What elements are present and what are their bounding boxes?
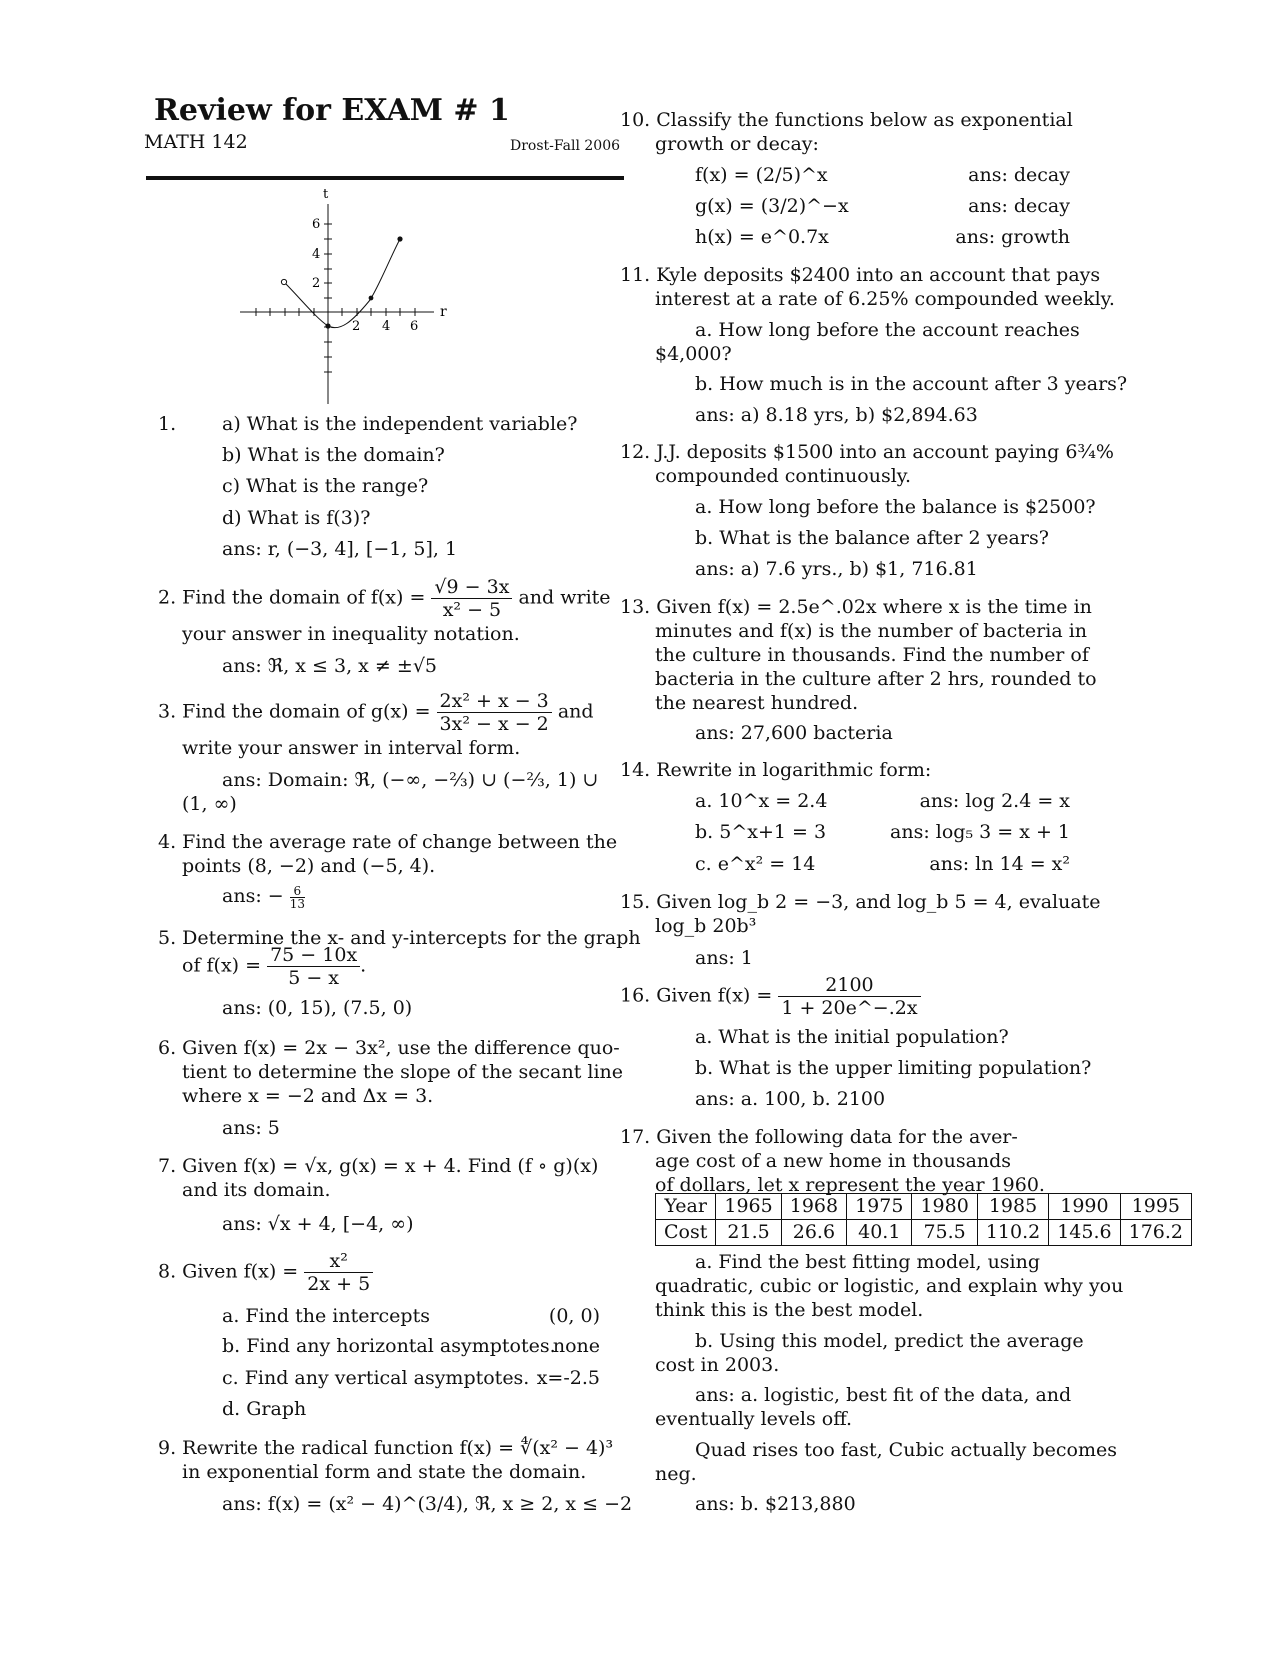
q6-line1: 6. Given f(x) = 2x − 3x², use the difference quo-	[158, 1037, 620, 1059]
q4-answer	[222, 884, 305, 910]
header-rule	[146, 176, 624, 180]
q17-line2: age cost of a new home in thousands	[655, 1150, 1012, 1172]
q2-line1	[158, 576, 611, 621]
q17-part-b-2: cost in 2003.	[655, 1354, 780, 1376]
q17-part-a-2: quadratic, cubic or logistic, and explain why you	[655, 1275, 1124, 1297]
x-tick-2: 2	[352, 319, 361, 334]
table-row-cost	[656, 1220, 1192, 1246]
q5-fraction	[267, 944, 360, 989]
q17-answer-1: ans: a. logistic, best fit of the data, and	[695, 1384, 1072, 1406]
t-axis-label: t	[323, 187, 329, 202]
q13-line3: the culture in thousands. Find the number of	[655, 644, 1089, 666]
q8-part-b-answer: none	[552, 1335, 600, 1357]
table-cell: 26.6	[781, 1220, 846, 1246]
q16-text-pre: 16. Given f(x) =	[620, 984, 773, 1007]
q15-line2: log_b 20b³	[655, 915, 757, 937]
table-header-cost: Cost	[656, 1220, 716, 1246]
q17-line3: of dollars, let x represent the year 1960.	[655, 1174, 1045, 1196]
q8-part-a-answer: (0, 0)	[548, 1305, 600, 1327]
q10-h-answer: ans: growth	[955, 226, 1070, 248]
q7-line2: and its domain.	[182, 1179, 331, 1201]
y-tick-6: 6	[312, 217, 321, 232]
x-tick-6: 6	[410, 319, 419, 334]
q17-answer-4: neg.	[655, 1463, 697, 1485]
q3-line1	[158, 690, 594, 735]
q3-numerator: 2x² + x − 3	[437, 690, 552, 713]
q1-number: 1.	[158, 413, 177, 435]
q10-g-answer: ans: decay	[968, 195, 1070, 217]
table-cell: 1985	[977, 1194, 1048, 1220]
q8-part-b: b. Find any horizontal asymptotes.	[222, 1335, 556, 1357]
q3-answer-1: ans: Domain: ℜ, (−∞, −⅔) ∪ (−⅔, 1) ∪	[222, 769, 599, 791]
q9-line2: in exponential form and state the domain.	[182, 1461, 587, 1483]
y-tick-4: 4	[312, 247, 321, 262]
q8-text-pre: 8. Given f(x) =	[158, 1260, 299, 1283]
q17-part-a-1: a. Find the best fitting model, using	[695, 1251, 1041, 1273]
q9-line1: 9. Rewrite the radical function f(x) = ∜(x² − 4)³	[158, 1437, 614, 1459]
q4-line2: points (8, −2) and (−5, 4).	[182, 855, 436, 877]
q2-numerator: √9 − 3x	[431, 576, 512, 599]
q12-line2: compounded continuously.	[655, 465, 912, 487]
page-title: Review for EXAM # 1	[154, 93, 510, 128]
q6-line3: where x = −2 and Δx = 3.	[182, 1085, 434, 1107]
table-cell: 75.5	[912, 1220, 977, 1246]
q11-part-a-2: $4,000?	[655, 343, 732, 365]
q4-line1: 4. Find the average rate of change between the	[158, 831, 618, 853]
q7-line1: 7. Given f(x) = √x, g(x) = x + 4. Find (f ∘ g)(x)	[158, 1155, 599, 1177]
q10-h: h(x) = e^0.7x	[695, 226, 829, 248]
q16-numerator: 2100	[778, 974, 920, 997]
q8-fraction	[304, 1250, 373, 1295]
q9-answer: ans: f(x) = (x² − 4)^(3/4), ℜ, x ≥ 2, x ≤ −2	[222, 1493, 633, 1515]
q2-answer: ans: ℜ, x ≤ 3, x ≠ ±√5	[222, 655, 438, 677]
q14-part-b: b. 5^x+1 = 3	[695, 821, 827, 843]
open-endpoint	[281, 279, 286, 284]
q13-line5: the nearest hundred.	[655, 692, 859, 714]
q1-part-c: c) What is the range?	[222, 475, 429, 497]
q16-denominator: 1 + 20e^−.2x	[781, 997, 918, 1019]
q16-answer: ans: a. 100, b. 2100	[695, 1088, 886, 1110]
q17-part-a-3: think this is the best model.	[655, 1299, 924, 1321]
q17-answer-2: eventually levels off.	[655, 1408, 853, 1430]
q8-part-a: a. Find the intercepts	[222, 1305, 430, 1327]
q3-fraction	[437, 690, 552, 735]
table-cell: 1995	[1120, 1194, 1191, 1220]
q10-line1: 10. Classify the functions below as exponential	[620, 109, 1073, 131]
q8-part-c-answer: x=-2.5	[536, 1367, 600, 1389]
table-row-year	[656, 1194, 1192, 1220]
q2-text-post: and write	[518, 586, 611, 609]
q17-part-b-1: b. Using this model, predict the average	[695, 1330, 1084, 1352]
q14-part-b-answer: ans: log₅ 3 = x + 1	[890, 821, 1070, 843]
q5-denominator: 5 − x	[288, 967, 340, 989]
point-origin	[325, 323, 330, 328]
q3-text-post: and	[557, 700, 594, 723]
q13-line2: minutes and f(x) is the number of bacteria in	[655, 620, 1088, 642]
q2-denominator: x² − 5	[442, 599, 502, 621]
q2-fraction	[431, 576, 512, 621]
q8-part-c: c. Find any vertical asymptotes.	[222, 1367, 530, 1389]
q11-part-a-1: a. How long before the account reaches	[695, 319, 1080, 341]
r-axis-label: r	[440, 304, 447, 320]
q4-answer-num: 6	[290, 885, 305, 898]
q6-answer: ans: 5	[222, 1117, 280, 1139]
q3-text-pre: 3. Find the domain of g(x) =	[158, 700, 431, 723]
q1-part-b: b) What is the domain?	[222, 444, 445, 466]
q15-line1: 15. Given log_b 2 = −3, and log_b 5 = 4, evaluate	[620, 891, 1101, 913]
q11-line1: 11. Kyle deposits $2400 into an account that pays	[620, 264, 1101, 286]
q14-line1: 14. Rewrite in logarithmic form:	[620, 759, 932, 781]
q16-line1	[620, 974, 921, 1019]
q8-numerator: x²	[304, 1250, 373, 1273]
q16-part-b: b. What is the upper limiting population?	[695, 1057, 1092, 1079]
course-label: MATH 142	[144, 131, 248, 153]
q15-answer: ans: 1	[695, 947, 753, 969]
q5-text-pre: of f(x) =	[182, 954, 262, 977]
q2-line2: your answer in inequality notation.	[182, 623, 520, 645]
x-tick-4: 4	[382, 319, 391, 334]
q10-f-answer: ans: decay	[968, 164, 1070, 186]
table-cell: 110.2	[977, 1220, 1048, 1246]
q3-line2: write your answer in interval form.	[182, 737, 521, 759]
q10-line2: growth or decay:	[655, 133, 819, 155]
q4-answer-fraction	[290, 885, 305, 910]
q12-part-a: a. How long before the balance is $2500?	[695, 496, 1096, 518]
q5-text-post: .	[360, 954, 367, 977]
q5-answer: ans: (0, 15), (7.5, 0)	[222, 997, 413, 1019]
q14-part-a: a. 10^x = 2.4	[695, 790, 828, 812]
q8-part-d: d. Graph	[222, 1398, 307, 1420]
term-label: Drost-Fall 2006	[510, 138, 621, 154]
q8-denominator: 2x + 5	[307, 1273, 371, 1295]
q14-part-c: c. e^x² = 14	[695, 853, 816, 875]
q5-line1: 5. Determine the x- and y-intercepts for the graph	[158, 927, 641, 949]
q4-answer-den: 13	[289, 896, 306, 911]
table-header-year: Year	[656, 1194, 716, 1220]
q14-part-a-answer: ans: log 2.4 = x	[919, 790, 1070, 812]
table-cell: 1975	[847, 1194, 912, 1220]
q10-g: g(x) = (3/2)^−x	[695, 195, 849, 217]
q16-part-a: a. What is the initial population?	[695, 1026, 1009, 1048]
q17-answer-3: Quad rises too fast, Cubic actually becomes	[695, 1439, 1117, 1461]
q12-part-b: b. What is the balance after 2 years?	[695, 527, 1049, 549]
table-cell: 1990	[1049, 1194, 1120, 1220]
q10-f: f(x) = (2/5)^x	[695, 164, 828, 186]
table-cell: 40.1	[847, 1220, 912, 1246]
q17-line1: 17. Given the following data for the aver-	[620, 1126, 1018, 1148]
q11-line2: interest at a rate of 6.25% compounded weekly.	[655, 288, 1115, 310]
table-cell: 1980	[912, 1194, 977, 1220]
home-cost-table	[655, 1193, 1192, 1246]
q11-answer: ans: a) 8.18 yrs, b) $2,894.63	[695, 404, 978, 426]
q12-line1: 12. J.J. deposits $1500 into an account paying 6¾%	[620, 441, 1114, 463]
function-graph	[230, 186, 450, 406]
point-mid	[369, 296, 374, 301]
q1-part-d: d) What is f(3)?	[222, 507, 371, 529]
q5-numerator: 75 − 10x	[267, 944, 360, 967]
q4-answer-pre: ans: −	[222, 885, 284, 907]
q3-answer-2: (1, ∞)	[182, 793, 237, 815]
table-cell: 1968	[781, 1194, 846, 1220]
q13-line1: 13. Given f(x) = 2.5e^.02x where x is the time in	[620, 596, 1092, 618]
q7-answer: ans: √x + 4, [−4, ∞)	[222, 1213, 414, 1235]
q2-text-pre: 2. Find the domain of f(x) =	[158, 586, 426, 609]
q8-line1	[158, 1250, 373, 1295]
table-cell: 1965	[716, 1194, 781, 1220]
q12-answer: ans: a) 7.6 yrs., b) $1, 716.81	[695, 558, 978, 580]
q16-fraction	[778, 974, 920, 1019]
q14-part-c-answer: ans: ln 14 = x²	[929, 853, 1070, 875]
table-cell: 145.6	[1049, 1220, 1120, 1246]
q11-part-b: b. How much is in the account after 3 years?	[695, 373, 1128, 395]
q13-line4: bacteria in the culture after 2 hrs, rounded to	[655, 668, 1097, 690]
table-cell: 21.5	[716, 1220, 781, 1246]
y-tick-2: 2	[312, 276, 321, 291]
q13-answer: ans: 27,600 bacteria	[695, 722, 893, 744]
q17-answer-5: ans: b. $213,880	[695, 1493, 856, 1515]
closed-endpoint	[397, 236, 402, 241]
q6-line2: tient to determine the slope of the secant line	[182, 1061, 624, 1083]
q3-denominator: 3x² − x − 2	[439, 713, 549, 735]
q1-answer: ans: r, (−3, 4], [−1, 5], 1	[222, 538, 458, 560]
q5-line2	[182, 944, 366, 989]
q1-part-a: a) What is the independent variable?	[222, 413, 578, 435]
table-cell: 176.2	[1120, 1220, 1191, 1246]
